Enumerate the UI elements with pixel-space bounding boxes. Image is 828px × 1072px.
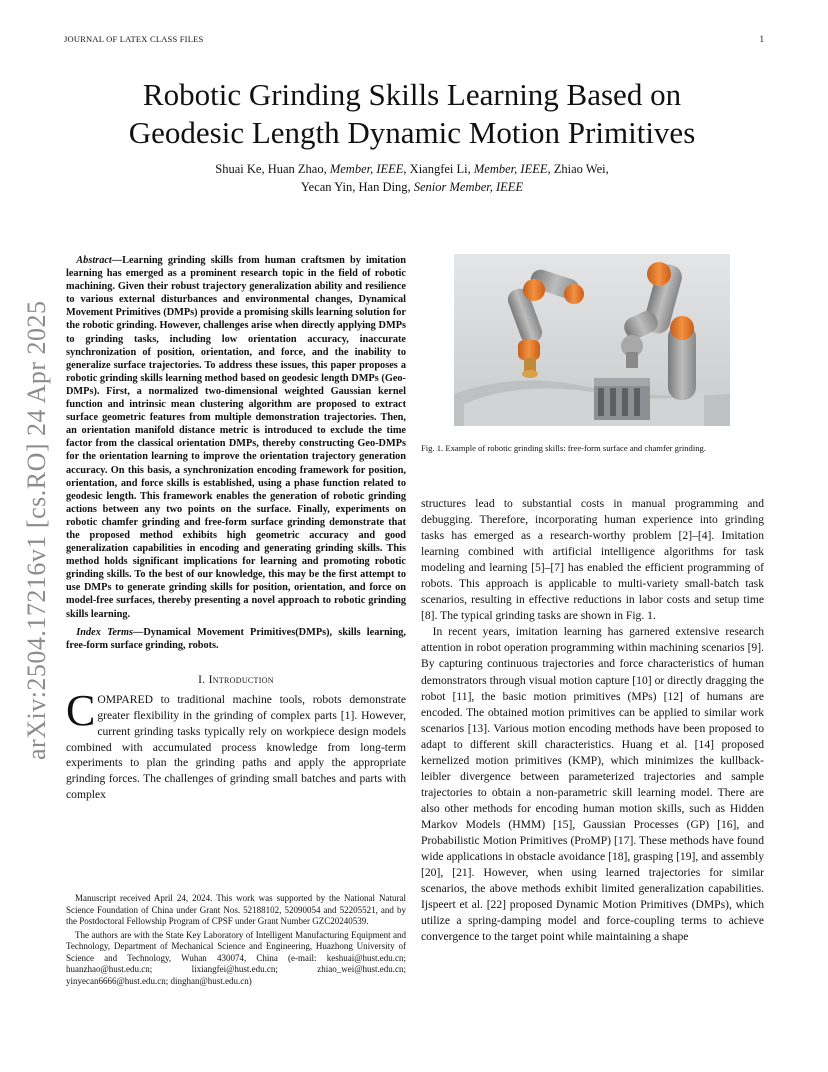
section-title: Introduction — [208, 673, 274, 686]
title-line-2: Geodesic Length Dynamic Motion Primitives — [128, 115, 696, 150]
abstract — [66, 254, 406, 621]
title-line-1: Robotic Grinding Skills Learning Based on — [142, 77, 682, 112]
author-role-3: Senior Member, IEEE — [413, 180, 524, 194]
author-line-1 — [64, 160, 760, 178]
author-role-1: Member, IEEE — [329, 162, 404, 176]
author-names-4: Yecan Yin, Han Ding, — [300, 180, 411, 194]
footnotes — [66, 893, 406, 989]
paragraph-1: structures lead to substantial costs in manual programming and debugging. Therefore, incorporating human experience into grinding tasks has emerged as a research-worthy problem [2]–[4]. Imitation learning combined with artificial intelligence algorithms for task modeling and learning [5]–[7] has enabled the efficient programming of robots. This approach is applicable to multi-variety small-batch task scenarios, resulting in effective reductions in labor costs and setup time [8]. The typical grinding tasks are shown in Fig. 1. — [421, 497, 764, 623]
author-names-3: , Zhiao Wei, — [547, 162, 609, 176]
section-number: I. — [198, 673, 206, 686]
left-column — [66, 254, 406, 803]
author-role-2: Member, IEEE — [473, 162, 548, 176]
running-header: JOURNAL OF LATEX CLASS FILES — [64, 34, 204, 44]
footnote-funding: Manuscript received April 24, 2024. This work was supported by the National Natural Science Foundation of China under Grant Nos. 52188102, 52090054 and 52205521, and by the Postdoctoral Fellowship Program of CPSF under Grant Number GZC20240539. — [66, 893, 406, 926]
index-terms-text: —Dynamical Movement Primitives(DMPs), skills learning, free-form surface grinding, robots. — [66, 626, 406, 651]
index-terms — [66, 626, 406, 652]
drop-cap: C — [66, 685, 96, 735]
author-names-1: Shuai Ke, Huan Zhao, — [215, 162, 327, 176]
author-list — [64, 160, 760, 196]
author-names-2: , Xiangfei Li, — [403, 162, 471, 176]
section-heading — [66, 674, 406, 686]
paper-title — [64, 76, 760, 152]
intro-caps: OMPARED — [97, 692, 153, 706]
index-terms-label: Index Terms — [76, 626, 134, 638]
introduction-paragraph — [66, 685, 406, 803]
footnote-affiliation: The authors are with the State Key Laboratory of Intelligent Manufacturing Equipment and Technology, Department of Mechanical Science and Engineering, Huazhong University of Science and Technology, Wuhan 430074, China (e-mail: keshuai@hust.edu.cn; huanzhao@hust.edu.cn; lixiangfei@hust.edu.cn; zhiao_wei@hust.edu.cn; yinyecan6666@hust.edu.cn; dinghan@hust.edu.cn) — [66, 929, 406, 986]
page-number: 1 — [759, 34, 764, 44]
abstract-text: —Learning grinding skills from human craftsmen by imitation learning has emerged as a prominent research topic in the field of robotic machining. Given their robust trajectory generalization ability and resilience to various external disturbances and environmental changes, Dynamical Movement Primitives (DMPs) provide a promising skills learning solution for the robotic grinding. However, challenges arise when directly applying DMPs to grinding tasks, including low orientation accuracy, inaccurate synchronization of position, orientation, and force, and the inability to generalize surface trajectories. To address these issues, this paper proposes a robotic grinding skills learning method based on geodesic length DMPs (Geo-DMPs). First, a normalized two-dimensional weighted Gaussian kernel function and intrinsic mean clustering algorithm are proposed to extract surface geometric features from multiple demonstration trajectories. Then, an orientation manifold distance metric is introduced to exclude the time factor from the classical orientation DMPs, thereby constructing Geo-DMPs for the orientation learning to improve the orientation trajectory generation accuracy. On this basis, a synchronization encoding framework for position, orientation, and force skills is established, using a phase function related to geodesic length. This framework enables the generation of robotic grinding actions between any two points on the surface. Finally, experiments on robotic chamfer grinding and free-form surface grinding demonstrate that the proposed method exhibits high geometric accuracy and good generalization capabilities in encoding and generating grinding skills. This method holds significant implications for learning and promoting robotic grinding skills. To the best of our knowledge, this may be the first attempt to use DMPs to generate grinding skills for position, orientation, and force on model-free surfaces, thereby presenting a novel approach to robotic grinding skills learning. — [66, 255, 406, 620]
robotic-grinding-illustration — [454, 254, 730, 426]
figure-1-caption: Fig. 1. Example of robotic grinding skills: free-form surface and chamfer grinding. — [421, 443, 706, 453]
figure-1-image — [454, 254, 730, 426]
intro-text: to traditional machine tools, robots demonstrate greater flexibility in the grinding of complex parts [1]. However, current grinding tasks typically rely on workpiece design models combined with accumulated process knowledge from long-term experiments to plan the grinding paths and apply the appropriate grinding forces. The challenges of grinding small batches and parts with complex — [66, 692, 406, 802]
author-line-2 — [64, 178, 760, 196]
right-column-text — [421, 496, 764, 945]
paragraph-2: In recent years, imitation learning has garnered extensive research attention in robot operation programming within machining scenarios [9]. By capturing continuous trajectories and force characteristics of human demonstrators through visual motion capture [10] or directly dragging the robot [11], the basic motion primitives (MPs) [12] of humans are encoded. The obtained motion primitives can be applied to similar work scenarios [13]. Various motion encoding methods have been proposed to adapt to different skill characteristics. Huang et al. [14] proposed kernelized motion primitives (KMP), which minimizes the kullback-leibler divergence between parameterized trajectories and sample trajectories to obtain a non-parametric skill learning model. There are also other methods for encoding human motion skills, such as Hidden Markov Models (HMM) [15], Gaussian Processes (GP) [16], and Probabilistic Motion Primitives (ProMP) [17]. These methods have found wide applications in obstacle avoidance [18], grasping [19], and assembly [20], [21]. However, when using learned trajectories for similar scenarios, the above methods exhibit limited generalization capabilities. Ijspeert et al. [22] proposed Dynamic Motion Primitives (DMPs), which utilize a spring-damping model and force-coupling terms to achieve convergence to the target point while maintaining a shape — [421, 625, 764, 944]
arxiv-identifier: arXiv:2504.17216v1 [cs.RO] 24 Apr 2025 — [22, 300, 51, 760]
abstract-label: Abstract — [76, 255, 112, 266]
